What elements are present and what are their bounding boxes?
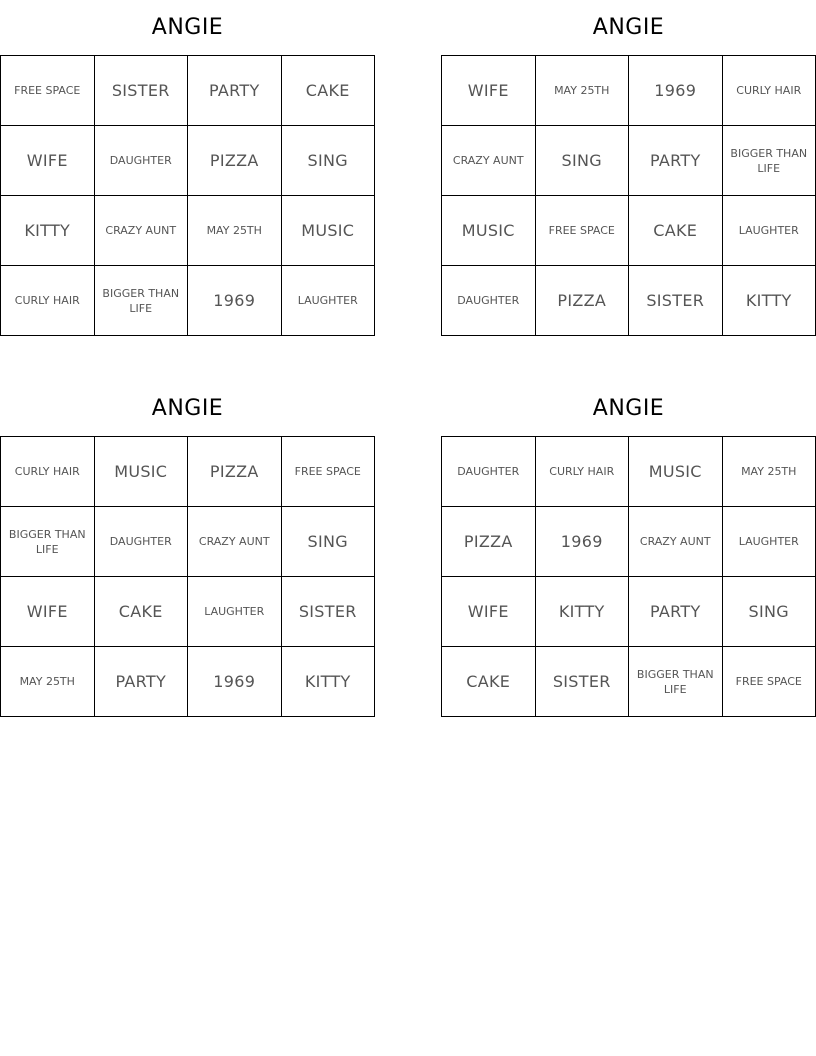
bingo-cell: SING xyxy=(536,126,630,196)
bingo-cell: WIFE xyxy=(442,56,536,126)
bingo-grid xyxy=(441,436,816,717)
bingo-grid xyxy=(0,55,375,336)
bingo-cell: CURLY HAIR xyxy=(1,437,95,507)
bingo-cell: CURLY HAIR xyxy=(723,56,816,126)
bingo-cell: CAKE xyxy=(629,196,723,266)
bingo-cell: MUSIC xyxy=(629,437,723,507)
bingo-cell: KITTY xyxy=(282,647,376,717)
bingo-cell: WIFE xyxy=(442,577,536,647)
bingo-cell: MUSIC xyxy=(95,437,189,507)
bingo-cell: CURLY HAIR xyxy=(1,266,95,336)
bingo-card-3 xyxy=(0,381,375,717)
bingo-cell: LAUGHTER xyxy=(188,577,282,647)
bingo-cell: BIGGER THAN LIFE xyxy=(95,266,189,336)
card-title: ANGIE xyxy=(151,396,224,421)
bingo-cell: LAUGHTER xyxy=(723,196,816,266)
bingo-card-4 xyxy=(441,381,816,717)
card-title: ANGIE xyxy=(151,15,224,40)
bingo-cell: SING xyxy=(282,507,376,577)
bingo-cell: CAKE xyxy=(282,56,376,126)
bingo-cell: WIFE xyxy=(1,577,95,647)
bingo-cell: LAUGHTER xyxy=(723,507,816,577)
bingo-cell: SISTER xyxy=(282,577,376,647)
bingo-cell: MAY 25TH xyxy=(723,437,816,507)
bingo-cell: SISTER xyxy=(95,56,189,126)
bingo-cell: PARTY xyxy=(629,126,723,196)
bingo-cell: LAUGHTER xyxy=(282,266,376,336)
bingo-cell: CAKE xyxy=(95,577,189,647)
bingo-cell: BIGGER THAN LIFE xyxy=(1,507,95,577)
bingo-cell: 1969 xyxy=(536,507,630,577)
bingo-cell: 1969 xyxy=(629,56,723,126)
bingo-cell: PIZZA xyxy=(442,507,536,577)
bingo-cell: SISTER xyxy=(536,647,630,717)
bingo-cell: CRAZY AUNT xyxy=(95,196,189,266)
card-title: ANGIE xyxy=(592,396,665,421)
bingo-cell: FREE SPACE xyxy=(536,196,630,266)
bingo-cell: MUSIC xyxy=(442,196,536,266)
card-title: ANGIE xyxy=(592,15,665,40)
bingo-cell: MAY 25TH xyxy=(1,647,95,717)
bingo-cell: BIGGER THAN LIFE xyxy=(629,647,723,717)
bingo-cell: DAUGHTER xyxy=(95,507,189,577)
bingo-cell: CAKE xyxy=(442,647,536,717)
bingo-cell: DAUGHTER xyxy=(442,437,536,507)
bingo-cell: PIZZA xyxy=(536,266,630,336)
bingo-cell: PARTY xyxy=(95,647,189,717)
bingo-cell: SISTER xyxy=(629,266,723,336)
bingo-cell: MAY 25TH xyxy=(188,196,282,266)
bingo-cell: DAUGHTER xyxy=(95,126,189,196)
bingo-cell: PARTY xyxy=(629,577,723,647)
bingo-cell: SING xyxy=(282,126,376,196)
bingo-cell: PIZZA xyxy=(188,437,282,507)
bingo-grid xyxy=(0,436,375,717)
bingo-cell: FREE SPACE xyxy=(282,437,376,507)
bingo-cell: CURLY HAIR xyxy=(536,437,630,507)
bingo-cell: CRAZY AUNT xyxy=(442,126,536,196)
bingo-cell: DAUGHTER xyxy=(442,266,536,336)
bingo-cell: MUSIC xyxy=(282,196,376,266)
bingo-grid xyxy=(441,55,816,336)
bingo-cell: KITTY xyxy=(536,577,630,647)
bingo-cell: FREE SPACE xyxy=(723,647,816,717)
bingo-cell: 1969 xyxy=(188,647,282,717)
bingo-cell: CRAZY AUNT xyxy=(188,507,282,577)
bingo-cell: 1969 xyxy=(188,266,282,336)
bingo-cell: SING xyxy=(723,577,816,647)
bingo-cell: KITTY xyxy=(1,196,95,266)
bingo-cell: CRAZY AUNT xyxy=(629,507,723,577)
bingo-cell: FREE SPACE xyxy=(1,56,95,126)
bingo-card-1 xyxy=(0,0,375,336)
bingo-cell: KITTY xyxy=(723,266,816,336)
bingo-cell: PARTY xyxy=(188,56,282,126)
bingo-cell: MAY 25TH xyxy=(536,56,630,126)
bingo-cell: PIZZA xyxy=(188,126,282,196)
bingo-cell: WIFE xyxy=(1,126,95,196)
bingo-card-2 xyxy=(441,0,816,336)
bingo-cell: BIGGER THAN LIFE xyxy=(723,126,816,196)
